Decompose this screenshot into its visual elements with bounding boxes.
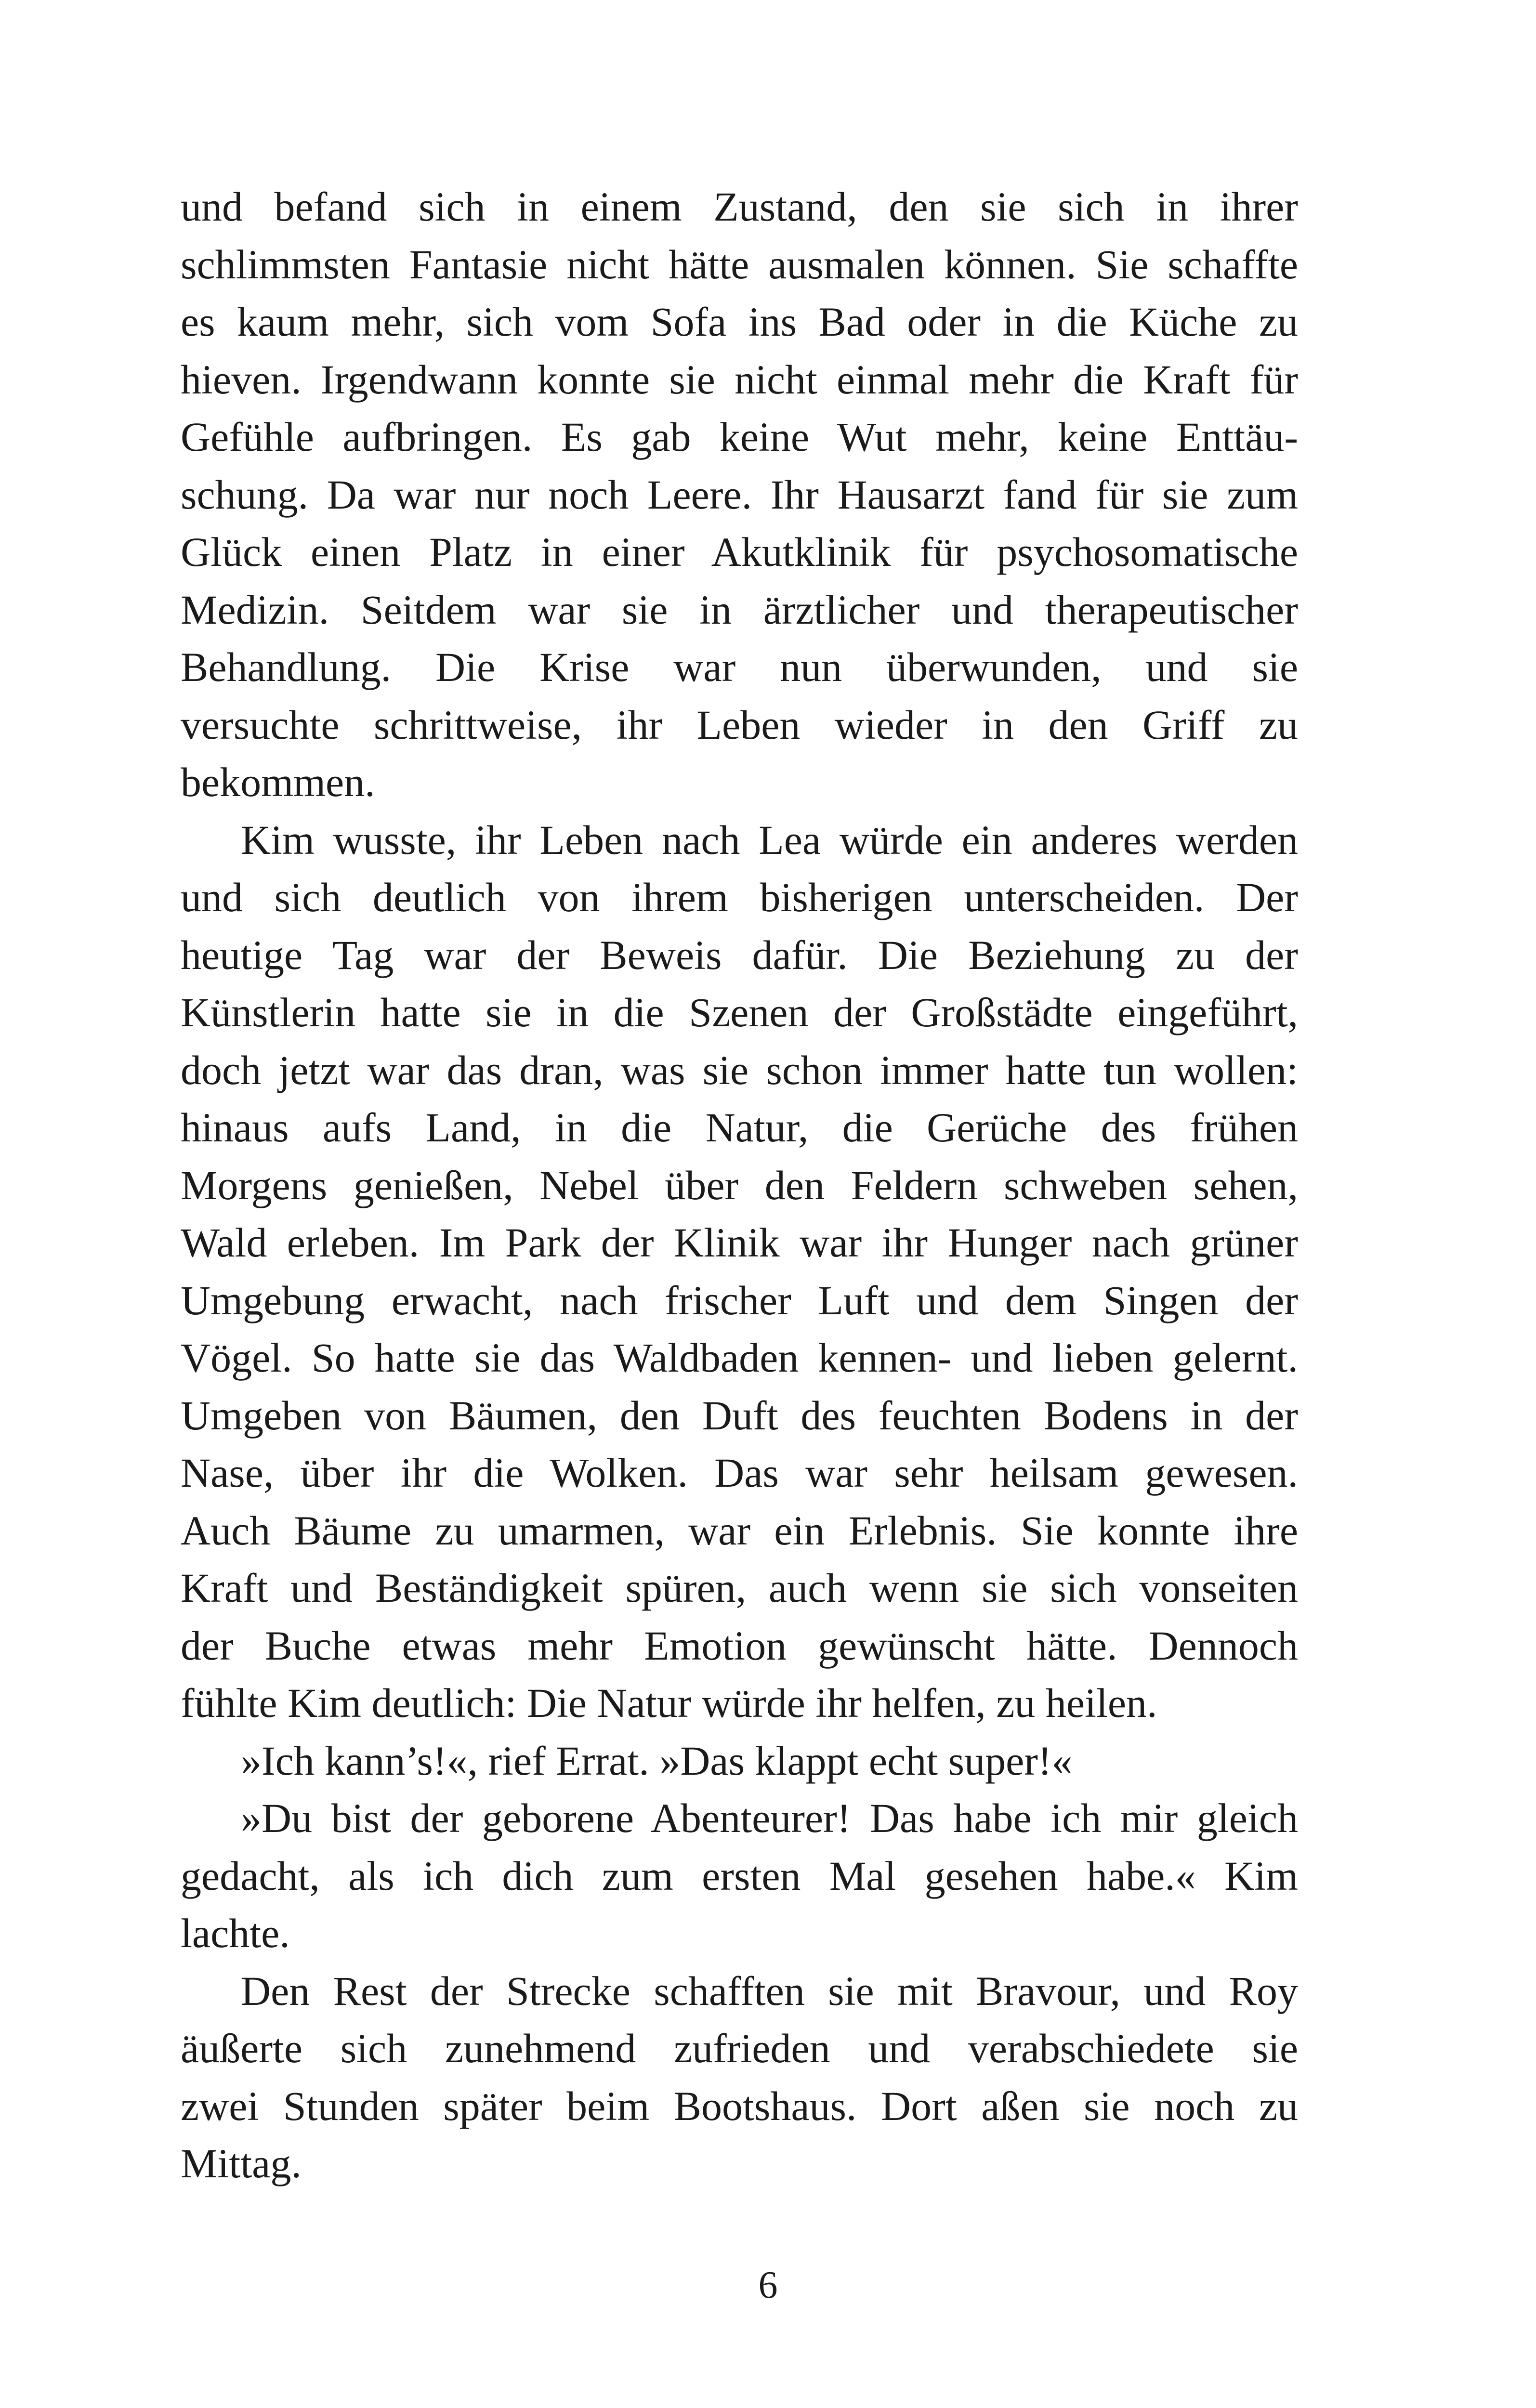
text-line: Wald erleben. Im Park der Klinik war ihr Hunger nach grüner — [181, 1219, 1298, 1266]
text-line: und sich deutlich von ihrem bisherigen unterscheiden. Der — [181, 874, 1298, 920]
text-line: heutige Tag war der Beweis dafür. Die Beziehung zu der — [181, 931, 1298, 978]
text-line: Nase, über ihr die Wolken. Das war sehr heilsam gewesen. — [181, 1450, 1298, 1496]
text-line: versuchte schrittweise, ihr Leben wieder in den Griff zu — [181, 701, 1298, 748]
paragraph — [181, 1732, 1298, 1790]
text-line: Kim wusste, ihr Leben nach Lea würde ein anderes werden — [241, 816, 1298, 863]
text-line: bekommen. — [181, 759, 375, 805]
text-line: Kraft und Beständigkeit spüren, auch wenn sie sich vonseiten — [181, 1565, 1298, 1611]
text-line: schung. Da war nur noch Leere. Ihr Hausarzt fand für sie zum — [181, 471, 1298, 518]
text-line: Auch Bäume zu umarmen, war ein Erlebnis. Sie konnte ihre — [181, 1507, 1298, 1554]
text-line: gedacht, als ich dich zum ersten Mal gesehen habe.« Kim — [181, 1852, 1298, 1899]
text-line: Umgebung erwacht, nach frischer Luft und dem Singen der — [181, 1277, 1298, 1323]
body-text — [181, 178, 1298, 2193]
text-line: hieven. Irgendwann konnte sie nicht einmal mehr die Kraft für — [181, 356, 1298, 403]
text-line: Behandlung. Die Krise war nun überwunden, und sie — [181, 644, 1298, 690]
paragraph — [181, 1963, 1298, 2193]
paragraph — [181, 178, 1298, 811]
text-line: es kaum mehr, sich vom Sofa ins Bad oder in die Küche zu — [181, 299, 1298, 345]
text-line: lachte. — [181, 1910, 290, 1956]
text-line: Umgeben von Bäumen, den Duft des feuchten Bodens in der — [181, 1392, 1298, 1439]
text-line: schlimmsten Fantasie nicht hätte ausmalen können. Sie schaffte — [181, 241, 1298, 288]
text-line: Den Rest der Strecke schafften sie mit Bravour, und Roy — [241, 1967, 1298, 2014]
text-line: Glück einen Platz in einer Akutklinik für psychosomatische — [181, 529, 1298, 575]
text-line: zwei Stunden später beim Bootshaus. Dort aßen sie noch zu — [181, 2082, 1298, 2129]
text-line: »Ich kann’s!«, rief Errat. »Das klappt echt super!« — [241, 1737, 1073, 1784]
text-line: Vögel. So hatte sie das Waldbaden kennen- und lieben gelernt. — [181, 1335, 1298, 1381]
text-line: Medizin. Seitdem war sie in ärztlicher und therapeutischer — [181, 586, 1298, 633]
text-line: doch jetzt war das dran, was sie schon immer hatte tun wollen: — [181, 1047, 1298, 1093]
text-line: Morgens genießen, Nebel über den Feldern schweben sehen, — [181, 1162, 1298, 1208]
paragraph — [181, 1790, 1298, 1963]
page-number: 6 — [758, 2264, 778, 2306]
paragraph — [181, 811, 1298, 1732]
text-line: Künstlerin hatte sie in die Szenen der Großstädte eingeführt, — [181, 989, 1298, 1035]
text-line: »Du bist der geborene Abenteurer! Das habe ich mir gleich — [241, 1795, 1298, 1841]
text-line: fühlte Kim deutlich: Die Natur würde ihr helfen, zu heilen. — [181, 1680, 1157, 1726]
text-line: hinaus aufs Land, in die Natur, die Gerüche des frühen — [181, 1104, 1298, 1151]
text-line: Gefühle aufbringen. Es gab keine Wut mehr, keine Enttäu- — [181, 414, 1298, 460]
text-line: und befand sich in einem Zustand, den sie sich in ihrer — [181, 183, 1298, 230]
text-line: der Buche etwas mehr Emotion gewünscht hätte. Dennoch — [181, 1622, 1298, 1669]
text-line: äußerte sich zunehmend zufrieden und verabschiedete sie — [181, 2025, 1298, 2071]
text-line: Mittag. — [181, 2140, 302, 2186]
